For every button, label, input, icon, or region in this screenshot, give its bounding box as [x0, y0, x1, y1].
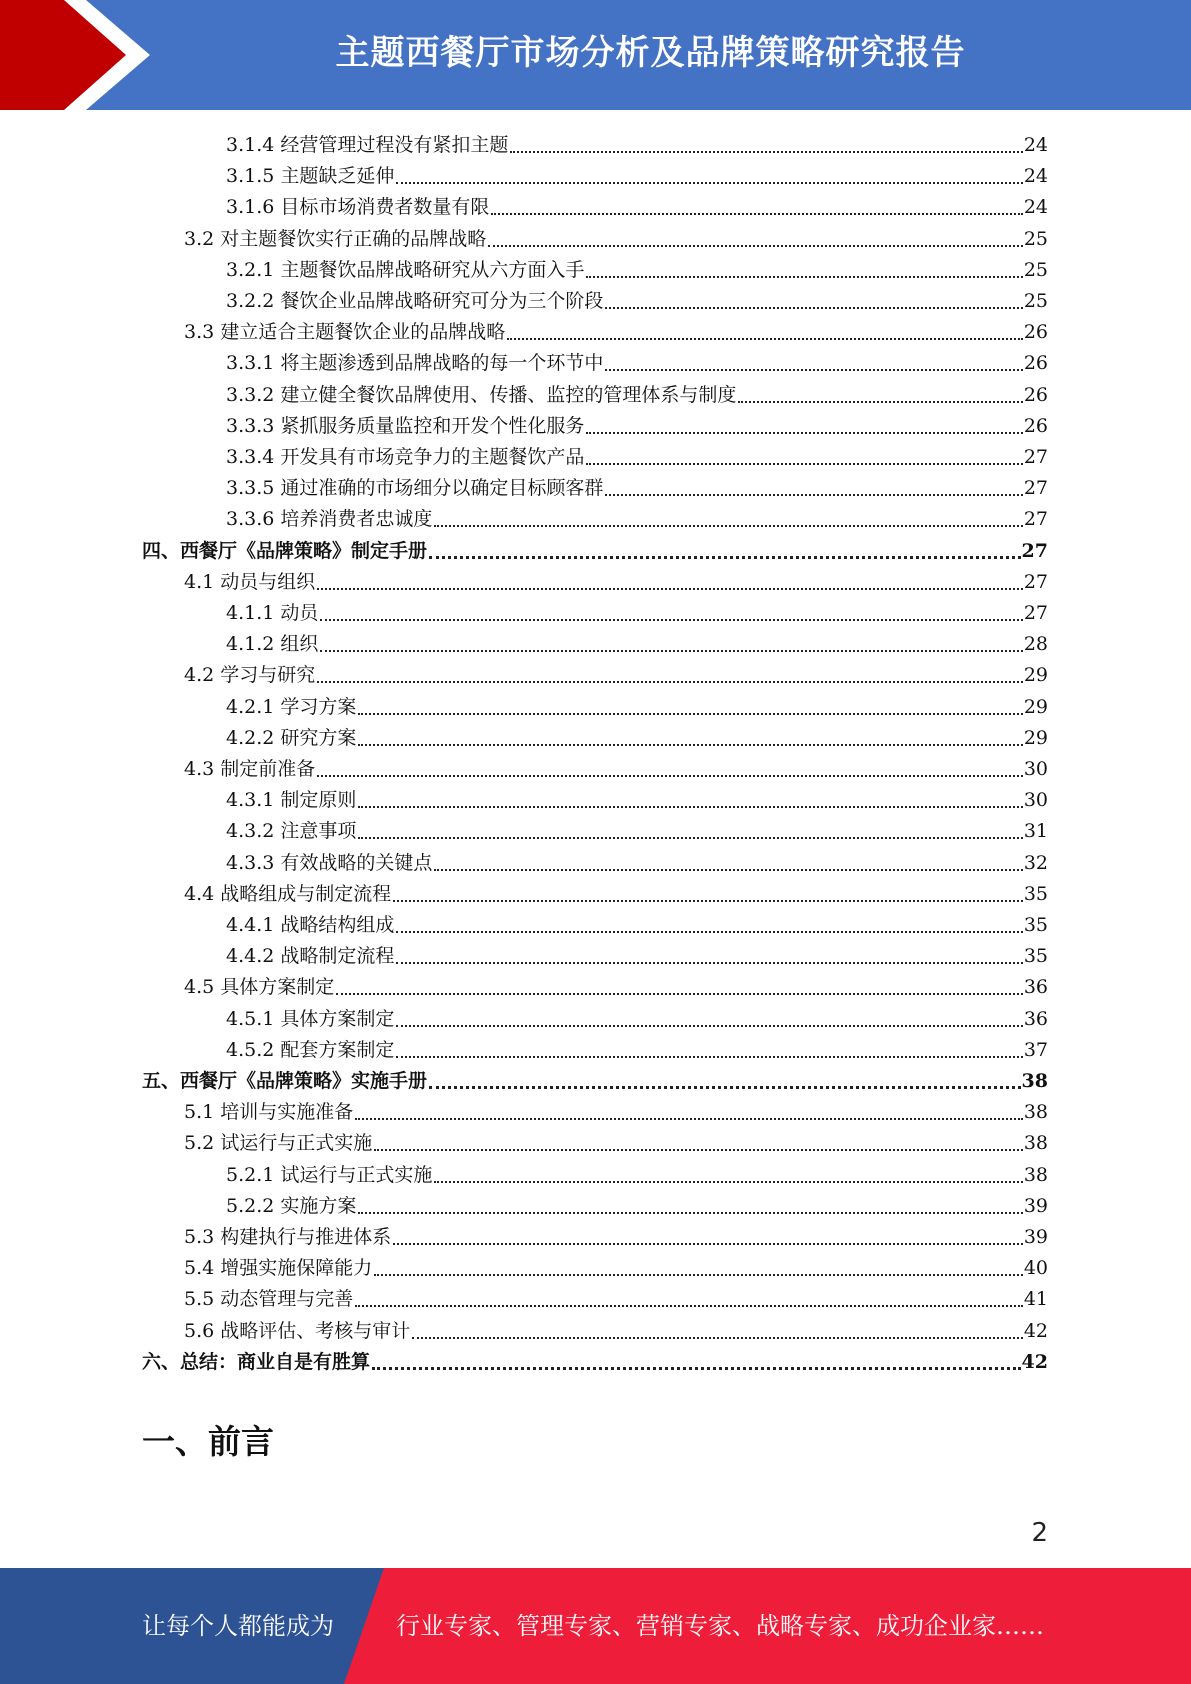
toc-entry[interactable]	[142, 1343, 1048, 1374]
toc-dot-leader	[586, 432, 1022, 434]
toc-entry-title: 3.3.2 建立健全餐饮品牌使用、传播、监控的管理体系与制度	[226, 384, 737, 406]
toc-dot-leader	[434, 1181, 1022, 1183]
toc-entry-title: 4.2.1 学习方案	[226, 696, 357, 718]
toc-entry[interactable]	[226, 688, 1048, 719]
toc-entry[interactable]	[226, 500, 1048, 531]
toc-entry-page: 38	[1023, 1132, 1048, 1154]
toc-dot-leader	[317, 775, 1023, 777]
toc-dot-leader	[586, 276, 1022, 278]
toc-dot-leader	[605, 307, 1022, 309]
toc-entry[interactable]	[184, 1093, 1048, 1124]
toc-entry-page: 41	[1023, 1288, 1048, 1310]
toc-entry[interactable]	[184, 750, 1048, 781]
toc-dot-leader	[317, 681, 1023, 683]
toc-entry-page: 25	[1023, 259, 1048, 281]
toc-entry-page: 42	[1023, 1320, 1048, 1342]
toc-entry-title: 六、总结：商业自是有胜算	[142, 1351, 371, 1373]
toc-entry[interactable]	[226, 469, 1048, 500]
toc-dot-leader	[412, 1337, 1023, 1339]
toc-entry-page: 38	[1023, 1101, 1048, 1123]
toc-entry-title: 5.1 培训与实施准备	[184, 1101, 354, 1123]
toc-entry-page: 25	[1023, 228, 1048, 250]
toc-dot-leader	[374, 1149, 1023, 1151]
toc-entry-page: 24	[1023, 196, 1048, 218]
toc-entry[interactable]	[226, 812, 1048, 843]
report-title: 主题西餐厅市场分析及品牌策略研究报告	[335, 33, 966, 73]
toc-entry-title: 5.4 增强实施保障能力	[184, 1257, 373, 1279]
toc-entry-title: 3.2.1 主题餐饮品牌战略研究从六方面入手	[226, 259, 585, 281]
toc-entry-title: 4.2.2 研究方案	[226, 727, 357, 749]
toc-entry-page: 30	[1023, 758, 1048, 780]
toc-entry-title: 5.2 试运行与正式实施	[184, 1132, 373, 1154]
toc-dot-leader	[738, 401, 1022, 403]
toc-entry-title: 4.5.2 配套方案制定	[226, 1039, 395, 1061]
toc-entry-title: 4.2 学习与研究	[184, 664, 316, 686]
toc-dot-leader	[374, 1274, 1023, 1276]
toc-entry-page: 35	[1023, 945, 1048, 967]
toc-dot-leader	[358, 837, 1022, 839]
toc-entry-title: 3.1.6 目标市场消费者数量有限	[226, 196, 490, 218]
toc-entry-page: 24	[1023, 165, 1048, 187]
toc-entry-title: 4.1.1 动员	[226, 602, 319, 624]
section-heading: 一、前言	[142, 1422, 274, 1461]
toc-entry[interactable]	[226, 344, 1048, 375]
toc-entry[interactable]	[226, 781, 1048, 812]
toc-entry-title: 3.3.1 将主题渗透到品牌战略的每一个环节中	[226, 352, 604, 374]
toc-dot-leader	[429, 1086, 1021, 1089]
toc-entry[interactable]	[226, 251, 1048, 282]
toc-entry[interactable]	[226, 1031, 1048, 1062]
toc-entry[interactable]	[226, 1000, 1048, 1031]
page-number: 2	[1031, 1518, 1048, 1548]
page-header	[0, 0, 1191, 110]
toc-entry-title: 4.4.2 战略制定流程	[226, 945, 395, 967]
toc-entry[interactable]	[142, 1062, 1048, 1093]
toc-entry[interactable]	[226, 376, 1048, 407]
toc-entry-title: 4.3.3 有效战略的关键点	[226, 852, 433, 874]
toc-dot-leader	[429, 556, 1021, 559]
toc-entry-page: 27	[1023, 508, 1048, 530]
toc-entry-page: 31	[1023, 820, 1048, 842]
toc-entry-page: 39	[1023, 1226, 1048, 1248]
toc-dot-leader	[396, 962, 1022, 964]
toc-dot-leader	[358, 1212, 1022, 1214]
toc-entry-title: 4.4 战略组成与制定流程	[184, 883, 392, 905]
toc-entry-title: 四、西餐厅《品牌策略》制定手册	[142, 540, 428, 562]
toc-entry[interactable]	[226, 719, 1048, 750]
toc-dot-leader	[396, 1025, 1022, 1027]
toc-entry-page: 30	[1023, 789, 1048, 811]
page-footer	[0, 1568, 1191, 1684]
toc-dot-leader	[336, 993, 1023, 995]
toc-entry-page: 38	[1021, 1070, 1048, 1092]
toc-entry-title: 3.2 对主题餐饮实行正确的品牌战略	[184, 228, 487, 250]
toc-dot-leader	[358, 806, 1022, 808]
footer-slogan-left: 让每个人都能成为	[142, 1612, 334, 1640]
toc-entry-title: 4.1.2 组织	[226, 633, 319, 655]
toc-entry[interactable]	[184, 656, 1048, 687]
toc-entry[interactable]	[226, 937, 1048, 968]
toc-entry-title: 4.5.1 具体方案制定	[226, 1008, 395, 1030]
toc-entry-page: 29	[1023, 696, 1048, 718]
toc-dot-leader	[358, 713, 1022, 715]
toc-entry-title: 4.3 制定前准备	[184, 758, 316, 780]
toc-dot-leader	[396, 182, 1022, 184]
toc-entry-title: 5.2.1 试运行与正式实施	[226, 1164, 433, 1186]
toc-entry[interactable]	[142, 532, 1048, 563]
toc-entry-title: 5.2.2 实施方案	[226, 1195, 357, 1217]
toc-entry[interactable]	[226, 844, 1048, 875]
toc-entry[interactable]	[226, 438, 1048, 469]
toc-entry-title: 5.5 动态管理与完善	[184, 1288, 354, 1310]
toc-entry-title: 5.6 战略评估、考核与审计	[184, 1320, 411, 1342]
toc-entry[interactable]	[184, 1280, 1048, 1311]
toc-entry-page: 27	[1021, 540, 1048, 562]
toc-entry-page: 32	[1023, 852, 1048, 874]
toc-dot-leader	[586, 463, 1022, 465]
toc-entry[interactable]	[184, 968, 1048, 999]
toc-dot-leader	[355, 1305, 1023, 1307]
toc-entry-title: 3.3.6 培养消费者忠诚度	[226, 508, 433, 530]
toc-entry[interactable]	[226, 594, 1048, 625]
toc-entry-page: 27	[1023, 446, 1048, 468]
toc-entry-page: 39	[1023, 1195, 1048, 1217]
toc-entry-page: 26	[1023, 384, 1048, 406]
toc-entry[interactable]	[226, 1187, 1048, 1218]
toc-dot-leader	[358, 744, 1022, 746]
toc-entry[interactable]	[226, 157, 1048, 188]
toc-dot-leader	[396, 931, 1022, 933]
toc-entry-page: 37	[1023, 1039, 1048, 1061]
toc-dot-leader	[510, 151, 1022, 153]
toc-dot-leader	[507, 338, 1023, 340]
toc-entry-page: 28	[1023, 633, 1048, 655]
toc-entry-title: 4.4.1 战略结构组成	[226, 914, 395, 936]
toc-entry-title: 4.3.2 注意事项	[226, 820, 357, 842]
toc-entry[interactable]	[184, 875, 1048, 906]
toc-entry[interactable]	[184, 220, 1048, 251]
toc-entry-page: 26	[1023, 415, 1048, 437]
toc-dot-leader	[434, 525, 1022, 527]
toc-dot-leader	[434, 869, 1022, 871]
toc-dot-leader	[605, 494, 1022, 496]
toc-entry-page: 26	[1023, 352, 1048, 374]
toc-dot-leader	[355, 1118, 1023, 1120]
toc-dot-leader	[605, 369, 1022, 371]
toc-entry-page: 29	[1023, 664, 1048, 686]
toc-entry[interactable]	[226, 188, 1048, 219]
toc-entry-title: 4.5 具体方案制定	[184, 976, 335, 998]
toc-dot-leader	[320, 619, 1022, 621]
toc-dot-leader	[491, 213, 1022, 215]
toc-entry[interactable]	[184, 1312, 1048, 1343]
footer-slogan-right: 行业专家、管理专家、营销专家、战略专家、成功企业家……	[396, 1612, 1044, 1640]
toc-entry-page: 26	[1023, 321, 1048, 343]
toc-entry-title: 3.3.5 通过准确的市场细分以确定目标顾客群	[226, 477, 604, 499]
toc-dot-leader	[488, 245, 1023, 247]
toc-entry-title: 4.3.1 制定原则	[226, 789, 357, 811]
toc-entry[interactable]	[226, 282, 1048, 313]
toc-dot-leader	[396, 1056, 1022, 1058]
toc-entry[interactable]	[226, 625, 1048, 656]
toc-entry[interactable]	[226, 407, 1048, 438]
toc-entry-title: 3.1.4 经营管理过程没有紧扣主题	[226, 134, 509, 156]
toc-entry-page: 25	[1023, 290, 1048, 312]
toc-entry-page: 40	[1023, 1257, 1048, 1279]
toc-entry-page: 36	[1023, 976, 1048, 998]
toc-entry-title: 5.3 构建执行与推进体系	[184, 1226, 392, 1248]
toc-entry-title: 3.1.5 主题缺乏延伸	[226, 165, 395, 187]
toc-entry-page: 35	[1023, 914, 1048, 936]
toc-entry-page: 29	[1023, 727, 1048, 749]
toc-entry[interactable]	[226, 1156, 1048, 1187]
toc-entry-title: 4.1 动员与组织	[184, 571, 316, 593]
toc-entry-page: 27	[1023, 602, 1048, 624]
toc-entry[interactable]	[184, 313, 1048, 344]
toc-entry[interactable]	[184, 1124, 1048, 1155]
toc-dot-leader	[372, 1367, 1021, 1370]
toc-entry-title: 3.3.4 开发具有市场竞争力的主题餐饮产品	[226, 446, 585, 468]
toc-dot-leader	[320, 650, 1022, 652]
toc-entry-title: 3.3.3 紧抓服务质量监控和开发个性化服务	[226, 415, 585, 437]
toc-entry[interactable]	[184, 1249, 1048, 1280]
toc-entry[interactable]	[226, 126, 1048, 157]
toc-entry[interactable]	[184, 563, 1048, 594]
toc-entry-page: 27	[1023, 477, 1048, 499]
toc-entry-title: 五、西餐厅《品牌策略》实施手册	[142, 1070, 428, 1092]
toc-dot-leader	[393, 1243, 1023, 1245]
toc-entry[interactable]	[184, 1218, 1048, 1249]
toc-dot-leader	[317, 588, 1023, 590]
toc-entry-title: 3.2.2 餐饮企业品牌战略研究可分为三个阶段	[226, 290, 604, 312]
toc-entry-page: 36	[1023, 1008, 1048, 1030]
toc-entry-page: 24	[1023, 134, 1048, 156]
toc-entry[interactable]	[226, 906, 1048, 937]
toc-entry-page: 38	[1023, 1164, 1048, 1186]
toc-entry-page: 42	[1021, 1351, 1048, 1373]
toc-dot-leader	[393, 900, 1023, 902]
toc-entry-page: 35	[1023, 883, 1048, 905]
toc-entry-page: 27	[1023, 571, 1048, 593]
toc-entry-title: 3.3 建立适合主题餐饮企业的品牌战略	[184, 321, 506, 343]
